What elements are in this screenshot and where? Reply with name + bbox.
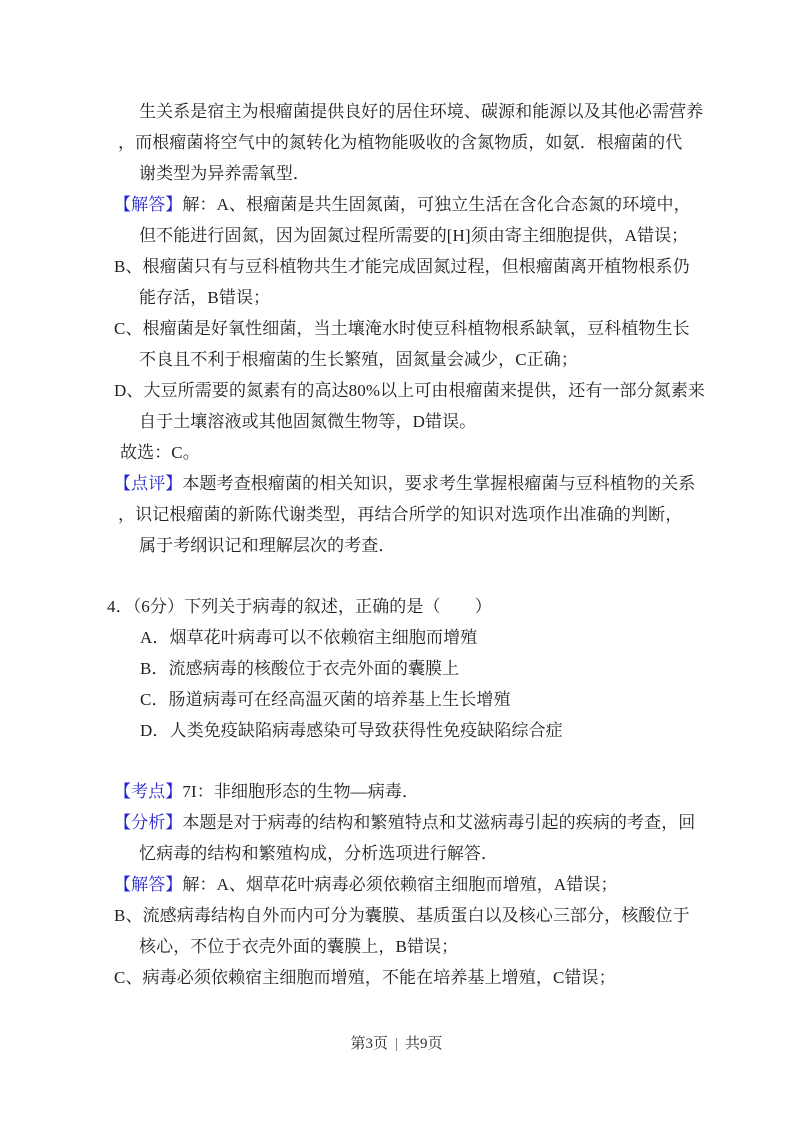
line-text: C、病毒必须依赖宿主细胞而增殖，不能在培养基上增殖，C错误； bbox=[114, 968, 616, 987]
line-text: 忆病毒的结构和繁殖构成，分析选项进行解答． bbox=[139, 844, 499, 863]
line-text: 4．（6分）下列关于病毒的叙述，正确的是（ ） bbox=[107, 597, 492, 616]
line-text: C、根瘤菌是好氧性细菌，当土壤淹水时使豆科植物根系缺氧，豆科植物生长 bbox=[114, 319, 690, 338]
line-text: 但不能进行固氮，因为固氮过程所需要的[H]须由寄主细胞提供，A错误； bbox=[139, 226, 689, 245]
text-line bbox=[0, 96, 793, 127]
text-line bbox=[0, 715, 793, 746]
footer-separator: | bbox=[394, 1036, 398, 1052]
text-line bbox=[0, 189, 793, 220]
text-line bbox=[0, 684, 793, 715]
text-line bbox=[0, 344, 793, 375]
text-line bbox=[0, 220, 793, 251]
line-text: 核心，不位于衣壳外面的囊膜上，B错误； bbox=[139, 937, 459, 956]
text-line bbox=[0, 622, 793, 653]
text-line bbox=[0, 869, 793, 900]
line-text: B、根瘤菌只有与豆科植物共生才能完成固氮过程，但根瘤菌离开植物根系仍 bbox=[114, 257, 690, 276]
jieda-q3-option-d bbox=[0, 375, 793, 437]
line-text: 故选：C。 bbox=[120, 443, 200, 462]
question-4 bbox=[0, 591, 793, 746]
text-line bbox=[0, 282, 793, 313]
text-line bbox=[0, 807, 793, 838]
line-text: 能存活，B错误； bbox=[139, 288, 271, 307]
line-text: 解：A、根瘤菌是共生固氮菌，可独立生活在含化合态氮的环境中， bbox=[182, 195, 691, 214]
line-text: ，识记根瘤菌的新陈代谢类型，再结合所学的知识对选项作出准确的判断， bbox=[118, 505, 683, 524]
jieda-q4-option-b bbox=[0, 900, 793, 962]
page-footer bbox=[0, 1033, 793, 1055]
text-line bbox=[0, 838, 793, 869]
jieda-q4 bbox=[0, 869, 793, 900]
document-content bbox=[0, 96, 793, 993]
text-line bbox=[0, 962, 793, 993]
line-text: 生关系是宿主为根瘤菌提供良好的居住环境、碳源和能源以及其他必需营养 bbox=[139, 102, 704, 121]
line-text: 属于考纲识记和理解层次的考查． bbox=[139, 536, 396, 555]
line-text: 解：A、烟草花叶病毒必须依赖宿主细胞而增殖，A错误； bbox=[182, 875, 618, 894]
paragraph-gap bbox=[0, 746, 793, 776]
footer-page-current: 第3页 bbox=[350, 1036, 388, 1052]
text-line bbox=[0, 900, 793, 931]
text-line bbox=[0, 127, 793, 158]
paragraph-gap bbox=[0, 561, 793, 591]
text-line bbox=[0, 468, 793, 499]
footer-page-total: 共9页 bbox=[405, 1036, 443, 1052]
section-label: 【解答】 bbox=[114, 875, 183, 894]
line-text: 谢类型为异养需氧型． bbox=[139, 164, 310, 183]
jieda-q3 bbox=[0, 189, 793, 251]
jieda-q3-option-b bbox=[0, 251, 793, 313]
line-text: D、大豆所需要的氮素有的高达80%以上可由根瘤菌来提供，还有一部分氮素来 bbox=[114, 381, 706, 400]
line-text: ，而根瘤菌将空气中的氮转化为植物能吸收的含氮物质，如氨．根瘤菌的代 bbox=[118, 133, 683, 152]
line-text: 自于土壤溶液或其他固氮微生物等，D错误。 bbox=[139, 412, 477, 431]
text-line bbox=[0, 530, 793, 561]
line-text: C．肠道病毒可在经高温灭菌的培养基上生长增殖 bbox=[140, 690, 511, 709]
line-text: A．烟草花叶病毒可以不依赖宿主细胞而增殖 bbox=[140, 628, 478, 647]
jieda-q3-conclusion bbox=[0, 437, 793, 468]
text-line bbox=[0, 437, 793, 468]
text-line bbox=[0, 591, 793, 622]
section-label: 【考点】 bbox=[114, 782, 183, 801]
section-label: 【解答】 bbox=[114, 195, 183, 214]
line-text: 本题是对于病毒的结构和繁殖特点和艾滋病毒引起的疾病的考查，回 bbox=[182, 813, 696, 832]
section-label: 【分析】 bbox=[114, 813, 183, 832]
line-text: B．流感病毒的核酸位于衣壳外面的囊膜上 bbox=[140, 659, 460, 678]
line-text: 不良且不利于根瘤菌的生长繁殖，固氮量会减少，C正确； bbox=[139, 350, 578, 369]
text-line bbox=[0, 251, 793, 282]
text-line bbox=[0, 158, 793, 189]
line-text: 7I：非细胞形态的生物—病毒． bbox=[182, 782, 420, 801]
kaodian-q4 bbox=[0, 776, 793, 807]
text-line bbox=[0, 375, 793, 406]
line-text: D．人类免疫缺陷病毒感染可导致获得性免疫缺陷综合症 bbox=[140, 721, 563, 740]
text-line bbox=[0, 653, 793, 684]
line-text: 本题考查根瘤菌的相关知识，要求考生掌握根瘤菌与豆科植物的关系 bbox=[182, 474, 696, 493]
section-label: 【点评】 bbox=[114, 474, 183, 493]
jieda-q3-option-c bbox=[0, 313, 793, 375]
jieda-q4-option-c bbox=[0, 962, 793, 993]
text-line bbox=[0, 406, 793, 437]
text-line bbox=[0, 313, 793, 344]
text-line bbox=[0, 931, 793, 962]
text-line bbox=[0, 776, 793, 807]
line-text: B、流感病毒结构自外而内可分为囊膜、基质蛋白以及核心三部分，核酸位于 bbox=[114, 906, 690, 925]
answer-continuation-q3 bbox=[0, 96, 793, 189]
text-line bbox=[0, 499, 793, 530]
dianping-q3 bbox=[0, 468, 793, 561]
fenxi-q4 bbox=[0, 807, 793, 869]
